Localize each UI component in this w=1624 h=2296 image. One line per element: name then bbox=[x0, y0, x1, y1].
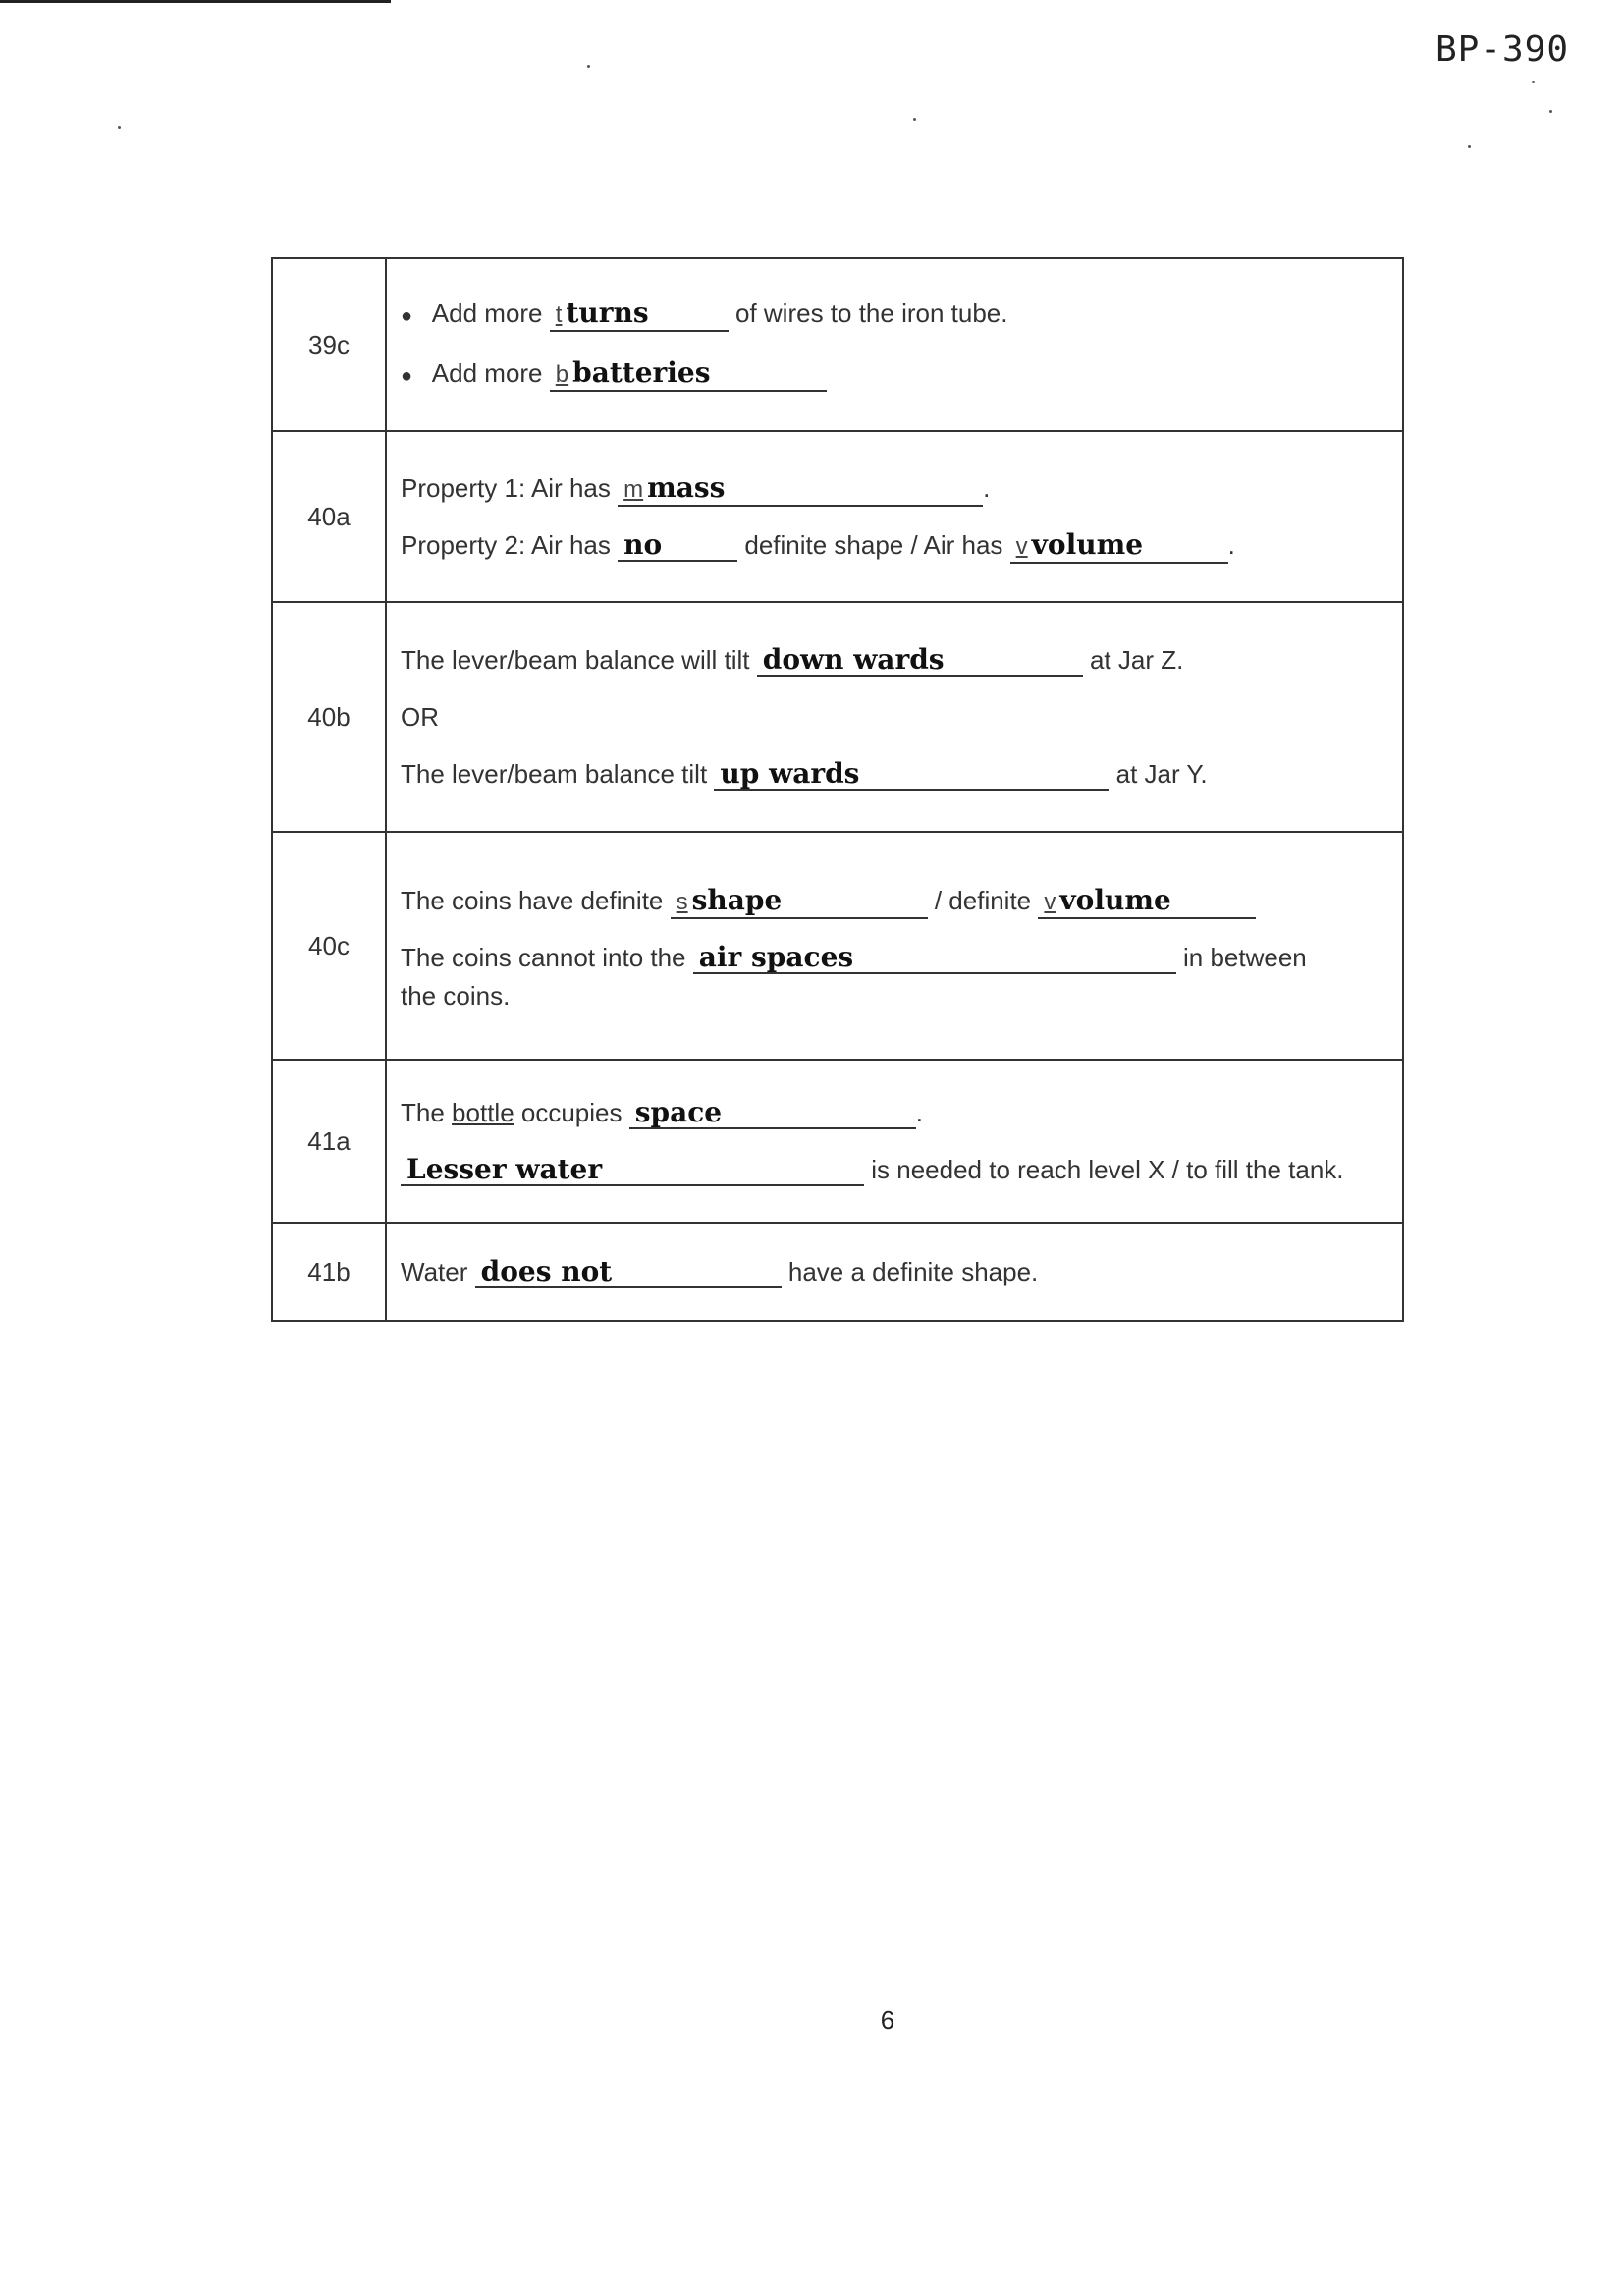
table-row bbox=[272, 602, 1403, 832]
answer-text: of wires to the iron tube. bbox=[735, 299, 1008, 328]
answer-text: The bbox=[401, 1098, 445, 1127]
question-number: 41b bbox=[272, 1223, 386, 1321]
answer-line bbox=[401, 468, 1384, 508]
answer-text: OR bbox=[401, 702, 439, 732]
handwritten-answer: space bbox=[634, 1096, 723, 1128]
answer-cell bbox=[386, 1223, 1403, 1321]
answer-text: The lever/beam balance tilt bbox=[401, 759, 708, 789]
answer-text: The coins have definite bbox=[401, 886, 664, 915]
blank-hint-letter: b bbox=[555, 361, 569, 388]
answer-cell bbox=[386, 431, 1403, 602]
handwritten-answer: volume bbox=[1031, 528, 1144, 561]
handwritten-answer: Lesser water bbox=[406, 1153, 603, 1185]
answer-line bbox=[401, 881, 1384, 920]
answer-key-table bbox=[271, 257, 1404, 1322]
question-number: 40c bbox=[272, 832, 386, 1060]
answer-line bbox=[401, 1252, 1384, 1291]
table-row bbox=[272, 258, 1403, 431]
answer-text: is needed to reach level X / to fill the tank. bbox=[871, 1155, 1344, 1184]
answer-blank bbox=[550, 299, 729, 332]
answer-text: definite shape / Air has bbox=[744, 530, 1003, 560]
answer-text: Water bbox=[401, 1257, 468, 1286]
answer-line bbox=[401, 938, 1384, 977]
handwritten-answer: shape bbox=[691, 884, 783, 916]
handwritten-answer: mass bbox=[647, 471, 726, 504]
answer-line bbox=[401, 354, 1384, 396]
blank-hint-letter: v bbox=[1015, 533, 1028, 560]
scan-speck bbox=[118, 126, 121, 129]
answer-cell bbox=[386, 832, 1403, 1060]
answer-blank bbox=[401, 1155, 864, 1186]
answer-text: / definite bbox=[934, 886, 1032, 915]
document-code: BP-390 bbox=[1435, 29, 1569, 70]
table-row bbox=[272, 832, 1403, 1060]
answer-blank bbox=[618, 530, 737, 562]
answer-blank bbox=[1038, 886, 1256, 919]
answer-text: have a definite shape. bbox=[787, 1257, 1039, 1286]
answer-cell bbox=[386, 258, 1403, 431]
handwritten-answer: air spaces bbox=[698, 941, 854, 973]
answer-blank bbox=[693, 943, 1176, 974]
answer-blank bbox=[671, 886, 928, 919]
question-number: 40a bbox=[272, 431, 386, 602]
answer-text: occupies bbox=[520, 1098, 623, 1127]
bullet-icon: ● bbox=[401, 365, 413, 387]
answer-text: . bbox=[915, 1098, 923, 1127]
answer-line bbox=[401, 294, 1384, 336]
answer-text: in between bbox=[1183, 943, 1307, 972]
blank-hint-letter: t bbox=[555, 301, 563, 328]
question-number: 39c bbox=[272, 258, 386, 431]
handwritten-answer: volume bbox=[1059, 884, 1171, 916]
answer-text: at Jar Y. bbox=[1115, 759, 1208, 789]
answer-text: . bbox=[1227, 530, 1235, 560]
handwritten-answer: down wards bbox=[762, 643, 945, 676]
blank-hint-letter: v bbox=[1044, 889, 1056, 915]
scan-speck bbox=[587, 65, 590, 68]
answer-text: The lever/beam balance will tilt bbox=[401, 645, 750, 675]
table-row bbox=[272, 1060, 1403, 1223]
answer-blank bbox=[475, 1257, 782, 1288]
answer-blank bbox=[629, 1098, 916, 1129]
table-row bbox=[272, 1223, 1403, 1321]
answer-line-continuation: the coins. bbox=[401, 981, 511, 1011]
question-number: 40b bbox=[272, 602, 386, 832]
scan-speck bbox=[913, 118, 916, 121]
answer-line bbox=[401, 525, 1384, 565]
handwritten-answer: up wards bbox=[720, 757, 860, 790]
blank-hint-letter: s bbox=[676, 889, 688, 915]
answer-blank bbox=[618, 473, 983, 507]
answer-blank bbox=[714, 759, 1109, 791]
answer-cell bbox=[386, 602, 1403, 832]
answer-text: at Jar Z. bbox=[1089, 645, 1184, 675]
answer-blank bbox=[757, 645, 1083, 677]
underlined-word: bottle bbox=[452, 1098, 514, 1127]
blank-hint-letter: m bbox=[623, 476, 644, 503]
answer-text: The coins cannot into the bbox=[401, 943, 686, 972]
answer-line bbox=[401, 1093, 1384, 1132]
answer-cell bbox=[386, 1060, 1403, 1223]
answer-line bbox=[401, 640, 1384, 680]
answer-text: Property 1: Air has bbox=[401, 473, 611, 503]
scan-edge-line bbox=[0, 0, 391, 3]
answer-line bbox=[401, 697, 1384, 737]
answer-text: Add more bbox=[431, 299, 543, 328]
scan-speck bbox=[1532, 81, 1535, 83]
answer-line bbox=[401, 754, 1384, 793]
answer-text: . bbox=[983, 473, 991, 503]
answer-blank bbox=[550, 358, 827, 392]
bullet-icon: ● bbox=[401, 305, 413, 327]
answer-text: Add more bbox=[431, 358, 543, 388]
handwritten-answer: no bbox=[623, 528, 663, 561]
answer-text: Property 2: Air has bbox=[401, 530, 611, 560]
handwritten-answer: turns bbox=[566, 297, 649, 329]
answer-line bbox=[401, 1150, 1384, 1189]
scan-speck bbox=[1549, 110, 1552, 113]
table-row bbox=[272, 431, 1403, 602]
question-number: 41a bbox=[272, 1060, 386, 1223]
answer-blank bbox=[1010, 530, 1228, 564]
scan-speck bbox=[1468, 145, 1471, 148]
handwritten-answer: does not bbox=[480, 1255, 613, 1287]
handwritten-answer: batteries bbox=[572, 356, 711, 389]
page-number: 6 bbox=[880, 2005, 895, 2035]
